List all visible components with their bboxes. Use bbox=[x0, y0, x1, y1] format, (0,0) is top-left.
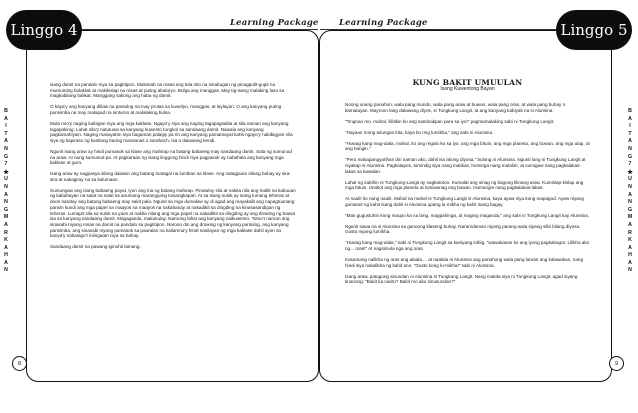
right-page-number: 9 bbox=[609, 356, 624, 371]
side-label-letter: N bbox=[4, 267, 8, 274]
paragraph: Isang araw, patagong sinundan ni Alunsina si Tungkung Langit. Nang makita siya ni Tungkung Langit, agad siyang tinanong: "Bakit ka narito? Bakit mo ako sinusundan?" bbox=[345, 273, 578, 285]
paragraph: "Mas gugustuhin kong maupo ka na lang, magpahinga, at maging maganda," ang sabi ni Tungkung Langit kay Alunsina. bbox=[345, 212, 590, 218]
paragraph: Noong unang panahon, wala pang mundo, wala pang araw at buwan, wala pang oras, at wala pang buhay o kamatayan. Mayroon lang dalawang diyos, si Tungkung Langit, at ang kanyang kabiyak na si Alunsina. bbox=[345, 102, 566, 114]
side-label-letter: A bbox=[4, 115, 8, 122]
left-header-title: Learning Package bbox=[230, 18, 319, 28]
side-label-letter: A bbox=[628, 259, 632, 266]
paragraph: Ngunit sawa na si Alunsina sa ganoong klaseng buhay. Naramdaman niyang parang wala siyang silbi bilang diyosa. Gusto niyang lumikha. bbox=[345, 223, 581, 235]
story-title: KUNG BAKIT UMUULAN bbox=[412, 78, 523, 87]
paragraph: "Tingnan mo, mahal, liliitikin ko ang santinakpan para sa iyo!" pagmamalaking sabi ni Tungkung Langit. bbox=[345, 119, 555, 124]
side-label-letter: I bbox=[5, 123, 7, 130]
paragraph: Mula noo'y naging kaibigan niya ang mga kaklase. Ngayo'y siya ang naging tagapagsalita at sila naman ang kanyang tagapakinig. Lahat sila'y natutuwa sa kanyang kuwento tungkol sa sandaang damit. Nawala ang kanyang pagkamahiyain. Naging masayahin siya bagaman palagiy pa rin ang kanyang pamamayat kahit ngayo'y nabibigyan nila siya ng kapiraso ng kanilang baong mansanas o sandwich, isa o dalawang kendi. bbox=[50, 120, 293, 143]
side-label-letter: R bbox=[4, 229, 8, 236]
side-label-letter: A bbox=[4, 244, 8, 251]
star-icon: ★ bbox=[627, 168, 633, 176]
paragraph: Isang araw ay nagpasya silang dalawin ang batang matagal na lumiban sa klase. Ang natagpuan nilang bahay ay sira-sira at nakagiray na sa kalumaan. bbox=[50, 171, 291, 182]
left-page-number: 8 bbox=[12, 356, 27, 371]
paragraph: O kaya'y ang kanyang diliaw na pantulog na may prutas sa kuwelyo, manggas, at laylayan. O ang kanyang puting pansimba na may malapad na sinturon at malalaking bulsa. bbox=[50, 104, 282, 115]
side-label-letter: A bbox=[4, 138, 8, 145]
side-label-letter: N bbox=[628, 199, 632, 206]
side-label-letter: G bbox=[627, 153, 633, 160]
right-page-body bbox=[345, 80, 590, 290]
side-label-letter: T bbox=[628, 130, 632, 137]
side-label-letter: G bbox=[3, 206, 9, 213]
side-label-letter: H bbox=[628, 252, 632, 259]
paragraph: "Pero makapangyarihan din naman ako, dahil isa akong diyosa," bulong ni Alunsina. Ngunit lang si Tungkung Langit at niyakap si Alunsina. Pagkatapos, tumindig siya nang matikas, humingа nang malalim, at sumigaw nang pagkalakas-lakas sa kawalan. bbox=[345, 157, 586, 174]
left-week-label: Linggo 4 bbox=[6, 10, 82, 50]
right-week-label: Linggo 5 bbox=[556, 10, 632, 50]
side-label-letter: M bbox=[3, 214, 9, 221]
paragraph: "Hayaan mong tulungan kita, kaya ko ring lumikha," ang sabi ni Alunsina. bbox=[345, 129, 494, 135]
side-label-letter: B bbox=[628, 108, 632, 114]
paragraph: "Huwag kang mag-alala," sabi ni Tungkung Langit sa kaniyang inibig, "wawakasan ko ang iyong pagkabagot. Lilikha ako ng... oras!" At nagsimula nga ang oras. bbox=[345, 240, 590, 252]
side-label-letter: A bbox=[628, 138, 632, 145]
star-icon: ★ bbox=[3, 168, 9, 176]
side-label-letter: H bbox=[4, 252, 8, 259]
right-header-title: Learning Package bbox=[339, 18, 428, 28]
side-label-letter: N bbox=[628, 267, 632, 274]
side-label-letter: 7 bbox=[4, 161, 8, 168]
paragraph: At naulit ito nang naulit. Mahal na mahal ni Tungkung Langit si Alunsina, kaya ayaw niya itong mapagod. Ayaw niyang gumamit ng kahit isang daliri si Alunsina upang lu-mikha ng kahit isang bagay. bbox=[345, 196, 584, 207]
side-label-letter: A bbox=[4, 191, 8, 198]
paragraph: "Huwag kang mag-alala, mahal, ito ang regalo ko sa iyo: ang mga bituin, ang mga planeta, ang buwan, ang mga ulap, at ang hangin." bbox=[345, 140, 590, 152]
side-label-letter: N bbox=[628, 145, 632, 152]
right-side-label bbox=[626, 108, 634, 275]
side-label-letter: U bbox=[4, 176, 8, 183]
left-side-label bbox=[2, 108, 10, 275]
side-label-letter: A bbox=[4, 259, 8, 266]
side-label-letter: 7 bbox=[628, 161, 632, 168]
side-label-letter: K bbox=[628, 237, 632, 244]
side-label-letter: A bbox=[4, 221, 8, 228]
paragraph: Lahat ng sabihin ni Tungkung-Langit ay nagkatotoo. Kumalat ang sinag ng bagong liknang araw. Kumislap-kislap ang mga bituin. Umikot ang mga planeta at lumiwanag ang buwan. Humangin nang pagkalakas-lakas. bbox=[345, 179, 584, 191]
side-label-letter: N bbox=[4, 199, 8, 206]
side-label-letter: A bbox=[628, 244, 632, 251]
paragraph: Kasamang nalikha ng oras ang alaala.... at naalala ni Alunsina ang panahong wala pang lamán ang kalawakan, nang hindi siya nakalikha ng kahit ano. "Gusto kong lu-mikha!" sabi ni Alunsina. bbox=[345, 256, 584, 268]
side-label-letter: A bbox=[628, 191, 632, 198]
side-label-letter: N bbox=[628, 183, 632, 190]
side-label-letter: A bbox=[628, 221, 632, 228]
side-label-letter: U bbox=[628, 176, 632, 183]
story-subtitle: Isang Kuwentong Bayan bbox=[440, 85, 495, 92]
side-label-letter: N bbox=[4, 183, 8, 190]
paragraph: isang damit na pandalo niya sa pagtitipon. Makintab na rosas ang tela nito na sinabugan ng pinagpulit-gupit na mumunting bulaklak at makikislap na rosas at puting abaloryo. Bolga ang manggas. May tig-isang malaking laso sa magkabilang balikat. Manggang sakong ang haba ng damit. bbox=[50, 82, 285, 99]
side-label-letter: A bbox=[628, 115, 632, 122]
side-label-letter: M bbox=[627, 214, 633, 221]
paragraph: Ngunit isang araw ay hindi pumasok sa klase ang mahirap na batang babaeng may sandaang damit. Sala ng sumunod na araw. At nang sumunod pa. At pagkaraan ng isang linggong hindi niya pagpasok ay nabahala ang kanyang mga kaklase at guro. bbox=[50, 148, 292, 166]
side-label-letter: G bbox=[3, 153, 9, 160]
left-page-body bbox=[50, 82, 297, 255]
side-label-letter: G bbox=[627, 206, 633, 213]
side-label-letter: K bbox=[4, 237, 8, 244]
paragraph: Sandaang damit na pawang iginuhit lamang. bbox=[50, 244, 141, 250]
side-label-letter: B bbox=[4, 108, 8, 114]
side-label-letter: R bbox=[628, 229, 632, 236]
paragraph: Sumungaw ang isang babaeng payat, iyon ang ina ng batang mahirap. Pinatuloy sila at nakita nila ang maliit na kabuuan ng kabahayan na salat na salat sa anumang marangyang kasangkapan. At sa isang sulok ay isang lumang teheras at doon naratay ang batang babaeng may sakit pala. Ngunit sa mga dumalaw ay di agad ang mayakalit ang napagtuunang pansin kundi ang mga papel na maayos na maayos na nakahanay at nakadikit sa dingding na kinasasandigan ng teheras. Lumapit sila sa sulok na yaon at nakita nilang ang mga papel na nakadikit sa dingding ay ang drowing ng bawat isa sa kanyang sandaang damit. Magaganda, makukulay. Naroong lahat ang kanyang naikuwento. Totoo't naroon ang sinasabi niyang rosas na damit na pandalo sa pagtitipon. Naroon din ang drowing ng kanyang pantulog, ang kanyang pansimba, ang sinasabi niyang pamasok sa paaralan na kailanma'y hindi nasilayan ng mga kaklase dahil ayon sa kanya'y nakatago't iniingatan niya sa bahay. bbox=[50, 187, 296, 239]
side-label-letter: I bbox=[629, 123, 631, 130]
side-label-letter: N bbox=[4, 145, 8, 152]
side-label-letter: T bbox=[4, 130, 8, 137]
